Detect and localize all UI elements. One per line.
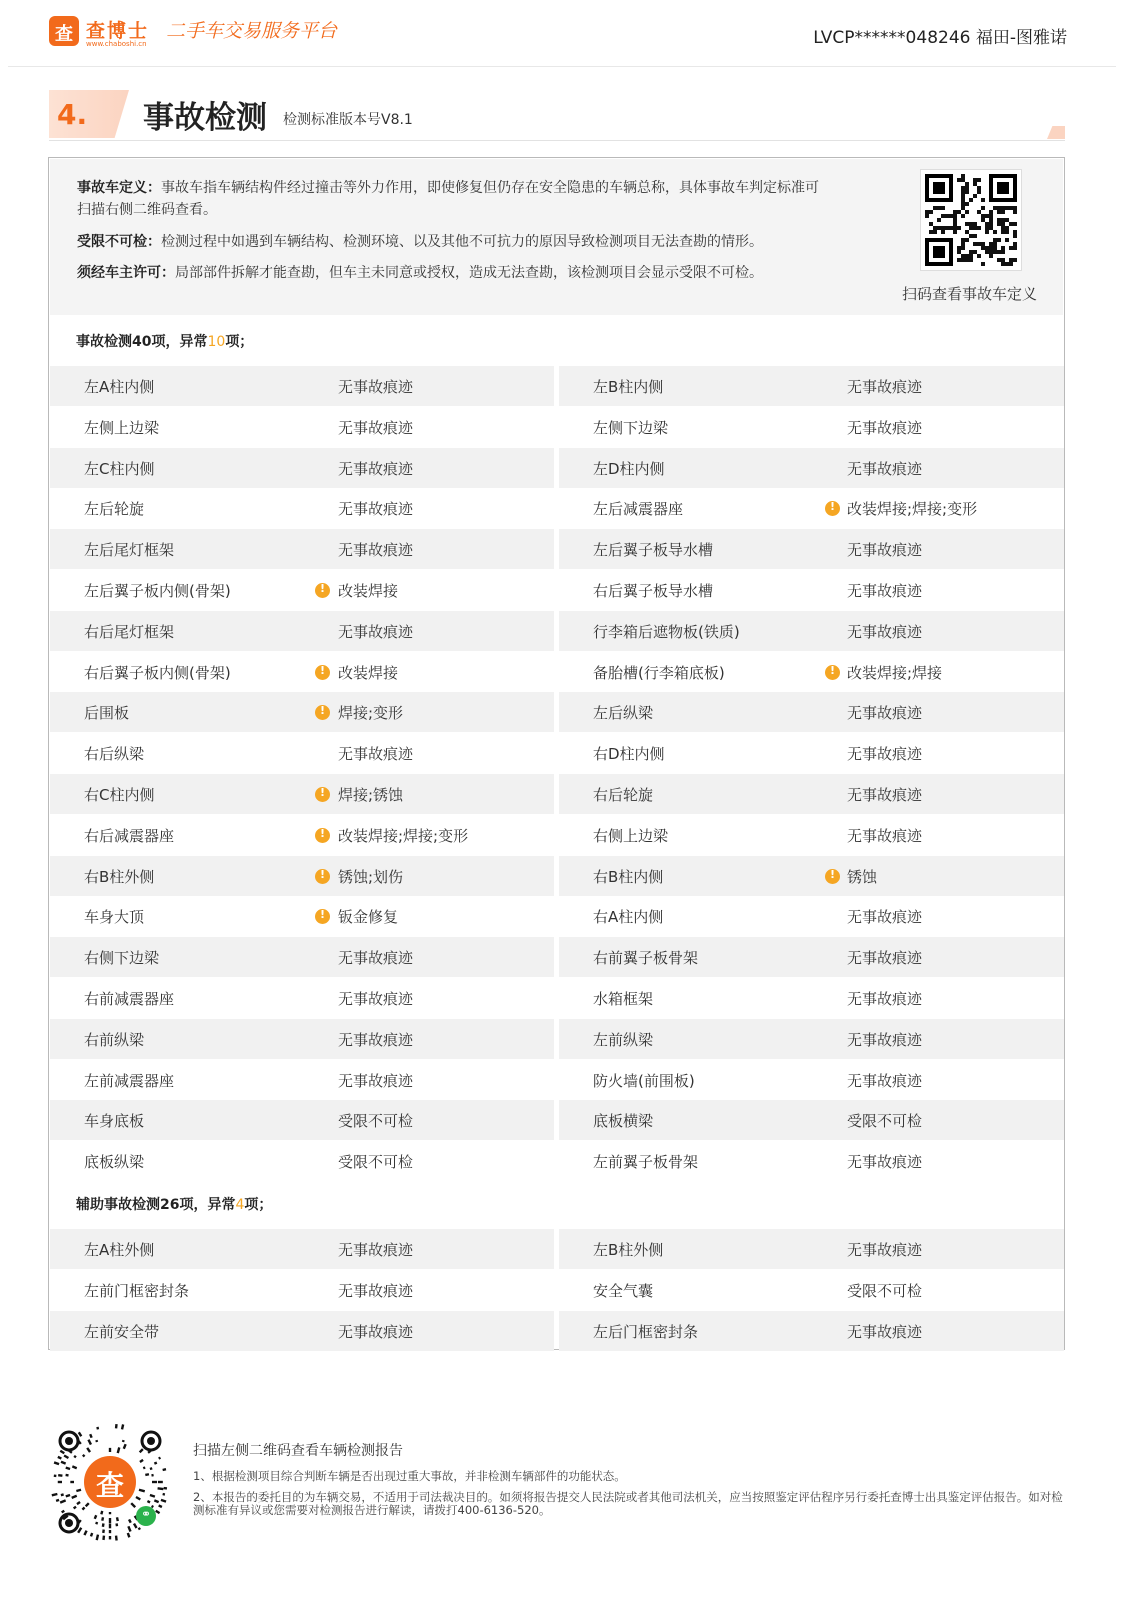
item-name: 左后纵梁	[593, 704, 654, 723]
item-result: 改装焊接;焊接	[847, 663, 943, 682]
wechat-icon: ⚭	[136, 1506, 156, 1526]
table-row	[50, 978, 1064, 1019]
item-result: 钣金修复	[338, 908, 399, 927]
accident-definition-qr-code[interactable]	[920, 169, 1022, 271]
item-result: 受限不可检	[338, 1112, 414, 1131]
item-result: 无事故痕迹	[338, 745, 414, 764]
warning-icon	[315, 583, 330, 598]
item-name: 右前翼子板骨架	[593, 949, 699, 968]
table-row	[50, 1060, 1064, 1101]
item-name: 右C柱内侧	[84, 785, 155, 804]
item-result: 受限不可检	[338, 1153, 414, 1172]
table-row	[50, 733, 1064, 774]
table-row	[50, 366, 1064, 407]
warning-icon	[315, 787, 330, 802]
item-result: 无事故痕迹	[338, 1241, 414, 1259]
item-name: 左前门框密封条	[84, 1281, 190, 1300]
item-name: 左侧下边梁	[593, 418, 669, 437]
warning-icon	[315, 828, 330, 843]
footer-title: 扫描左侧二维码查看车辆检测报告	[193, 1443, 403, 1459]
item-result: 无事故痕迹	[847, 1241, 923, 1259]
item-name: 安全气囊	[593, 1281, 654, 1300]
item-name: 右前减震器座	[84, 989, 175, 1008]
item-result: 无事故痕迹	[847, 418, 923, 437]
item-name: 右侧下边梁	[84, 949, 160, 968]
item-result: 无事故痕迹	[338, 541, 414, 560]
item-name: 左后减震器座	[593, 500, 684, 519]
accident-group-title: 事故检测40项，异常10项；	[76, 334, 254, 350]
item-name: 左B柱内侧	[593, 378, 664, 396]
item-name: 左前安全带	[84, 1322, 160, 1341]
table-row	[50, 1229, 1064, 1270]
item-result: 焊接;变形	[338, 704, 404, 723]
item-result: 无事故痕迹	[847, 378, 923, 396]
table-row	[50, 570, 1064, 611]
table-row	[50, 407, 1064, 448]
item-name: 右D柱内侧	[593, 745, 665, 764]
definition-accident-car: 事故车定义：事故车指车辆结构件经过撞击等外力作用，即使修复但仍存在安全隐患的车辆总称，具体事故车判定标准可 扫描右侧二维码查看。	[77, 180, 819, 218]
item-result: 锈蚀	[847, 867, 878, 886]
item-name: 水箱框架	[593, 989, 654, 1008]
table-row	[50, 448, 1064, 489]
item-name: 左B柱外侧	[593, 1241, 664, 1259]
definition-owner-permission: 须经车主许可：局部部件拆解才能查勘，但车主未同意或授权，造成无法查勘，该检测项目会显示受限不可检。	[77, 265, 763, 281]
table-row	[50, 1141, 1064, 1182]
definition-restricted: 受限不可检：检测过程中如遇到车辆结构、检测环境、以及其他不可抗力的原因导致检测项目无法查勘的情形。	[77, 234, 763, 250]
item-result: 无事故痕迹	[338, 1281, 414, 1300]
item-name: 左侧上边梁	[84, 418, 160, 437]
table-row	[50, 1311, 1064, 1352]
warning-icon	[825, 665, 840, 680]
item-name: 右后减震器座	[84, 826, 175, 845]
table-row	[50, 652, 1064, 693]
brand-name: 查博士	[86, 20, 150, 42]
item-result: 无事故痕迹	[338, 500, 414, 519]
item-result: 无事故痕迹	[338, 459, 414, 478]
table-row	[50, 1100, 1064, 1141]
brand-logo-icon: 查	[49, 16, 79, 46]
item-name: 左D柱内侧	[593, 459, 665, 478]
item-name: 左后轮旋	[84, 500, 145, 519]
qr-caption: 扫码查看事故车定义	[902, 285, 1038, 303]
item-result: 无事故痕迹	[338, 1030, 414, 1049]
item-result: 无事故痕迹	[338, 1071, 414, 1090]
item-result: 无事故痕迹	[847, 1071, 923, 1090]
table-row	[50, 815, 1064, 856]
warning-icon	[315, 869, 330, 884]
table-row	[50, 774, 1064, 815]
item-result: 无事故痕迹	[338, 1322, 414, 1341]
table-row	[50, 692, 1064, 733]
item-result: 无事故痕迹	[338, 378, 414, 396]
item-result: 受限不可检	[847, 1112, 923, 1131]
section-corner-decoration	[1047, 126, 1065, 139]
item-name: 左A柱外侧	[84, 1241, 155, 1259]
table-row	[50, 896, 1064, 937]
item-result: 改装焊接;焊接;变形	[847, 500, 978, 519]
item-name: 右B柱内侧	[593, 867, 664, 886]
item-name: 防火墙(前围板)	[593, 1071, 695, 1090]
item-result: 无事故痕迹	[847, 1153, 923, 1172]
item-name: 右侧上边梁	[593, 826, 669, 845]
item-name: 左后尾灯框架	[84, 541, 175, 560]
item-name: 左前纵梁	[593, 1030, 654, 1049]
table-row	[50, 856, 1064, 897]
item-result: 受限不可检	[847, 1281, 923, 1300]
item-result: 无事故痕迹	[847, 745, 923, 764]
item-result: 无事故痕迹	[847, 949, 923, 968]
item-name: 右前纵梁	[84, 1030, 145, 1049]
item-result: 无事故痕迹	[847, 989, 923, 1008]
brand-slogan: 二手车交易服务平台	[166, 20, 338, 42]
footer-note-1: 1、根据检测项目综合判断车辆是否出现过重大事故，并非检测车辆部件的功能状态。	[193, 1469, 626, 1483]
item-name: 左后翼子板内侧(骨架)	[84, 581, 231, 600]
item-result: 无事故痕迹	[338, 949, 414, 968]
report-qr-logo-icon: 查	[84, 1456, 136, 1508]
page-header	[0, 0, 1124, 66]
item-result: 无事故痕迹	[338, 418, 414, 437]
warning-icon	[315, 665, 330, 680]
item-result: 无事故痕迹	[847, 1322, 923, 1341]
item-name: 车身大顶	[84, 908, 145, 927]
definitions-box	[50, 159, 1063, 315]
item-name: 备胎槽(行李箱底板)	[593, 663, 725, 682]
table-row	[50, 488, 1064, 529]
aux-items-table	[50, 1229, 1064, 1351]
item-result: 无事故痕迹	[847, 581, 923, 600]
item-name: 底板纵梁	[84, 1153, 145, 1172]
item-result: 无事故痕迹	[847, 826, 923, 845]
table-row	[50, 611, 1064, 652]
header-divider	[8, 66, 1116, 67]
item-result: 焊接;锈蚀	[338, 785, 404, 804]
item-result: 无事故痕迹	[847, 459, 923, 478]
item-name: 左前减震器座	[84, 1071, 175, 1090]
table-row	[50, 1019, 1064, 1060]
item-result: 无事故痕迹	[847, 1030, 923, 1049]
item-name: 右后轮旋	[593, 785, 654, 804]
item-name: 左后门框密封条	[593, 1322, 699, 1341]
item-result: 改装焊接;焊接;变形	[338, 826, 469, 845]
item-name: 后围板	[84, 704, 130, 723]
accident-inspection-panel	[48, 157, 1065, 1350]
item-name: 右A柱内侧	[593, 908, 664, 927]
section-subtitle: 检测标准版本号V8.1	[283, 112, 413, 128]
item-name: 底板横梁	[593, 1112, 654, 1131]
item-result: 锈蚀;划伤	[338, 867, 404, 886]
item-name: 左前翼子板骨架	[593, 1153, 699, 1172]
section-divider	[49, 140, 1065, 141]
item-result: 无事故痕迹	[847, 622, 923, 641]
item-result: 改装焊接	[338, 663, 399, 682]
item-result: 无事故痕迹	[847, 785, 923, 804]
item-name: 左C柱内侧	[84, 459, 155, 478]
table-row	[50, 1270, 1064, 1311]
section-title: 事故检测	[143, 100, 267, 136]
item-name: 右后纵梁	[84, 745, 145, 764]
item-name: 左后翼子板导水槽	[593, 541, 714, 560]
item-name: 右B柱外侧	[84, 867, 155, 886]
item-name: 左A柱内侧	[84, 378, 155, 396]
item-result: 无事故痕迹	[338, 622, 414, 641]
item-result: 改装焊接	[338, 581, 399, 600]
item-name: 右后尾灯框架	[84, 622, 175, 641]
item-result: 无事故痕迹	[338, 989, 414, 1008]
footer-note-2: 2、本报告的委托目的为车辆交易，不适用于司法裁决目的。如须将报告提交人民法院或者其他司法机关，应当按照鉴定评估程序另行委托查博士出具鉴定评估报告。如对检测标准有异议或您需要对检测报告进行解读，请拨打400-6136-520。	[193, 1490, 1063, 1517]
vin-model-label: LVCP******048246 福田-图雅诺	[813, 28, 1067, 48]
item-result: 无事故痕迹	[847, 541, 923, 560]
brand-url: www.chaboshi.cn	[86, 40, 147, 48]
item-name: 右后翼子板内侧(骨架)	[84, 663, 231, 682]
table-row	[50, 529, 1064, 570]
aux-group-title: 辅助事故检测26项，异常4项；	[76, 1197, 273, 1213]
section-number: 4.	[57, 98, 88, 131]
item-name: 车身底板	[84, 1112, 145, 1131]
warning-icon	[825, 869, 840, 884]
item-result: 无事故痕迹	[847, 704, 923, 723]
accident-items-table	[50, 366, 1064, 1182]
item-name: 右后翼子板导水槽	[593, 581, 714, 600]
table-row	[50, 937, 1064, 978]
item-result: 无事故痕迹	[847, 908, 923, 927]
item-name: 行李箱后遮物板(铁质)	[593, 622, 740, 641]
